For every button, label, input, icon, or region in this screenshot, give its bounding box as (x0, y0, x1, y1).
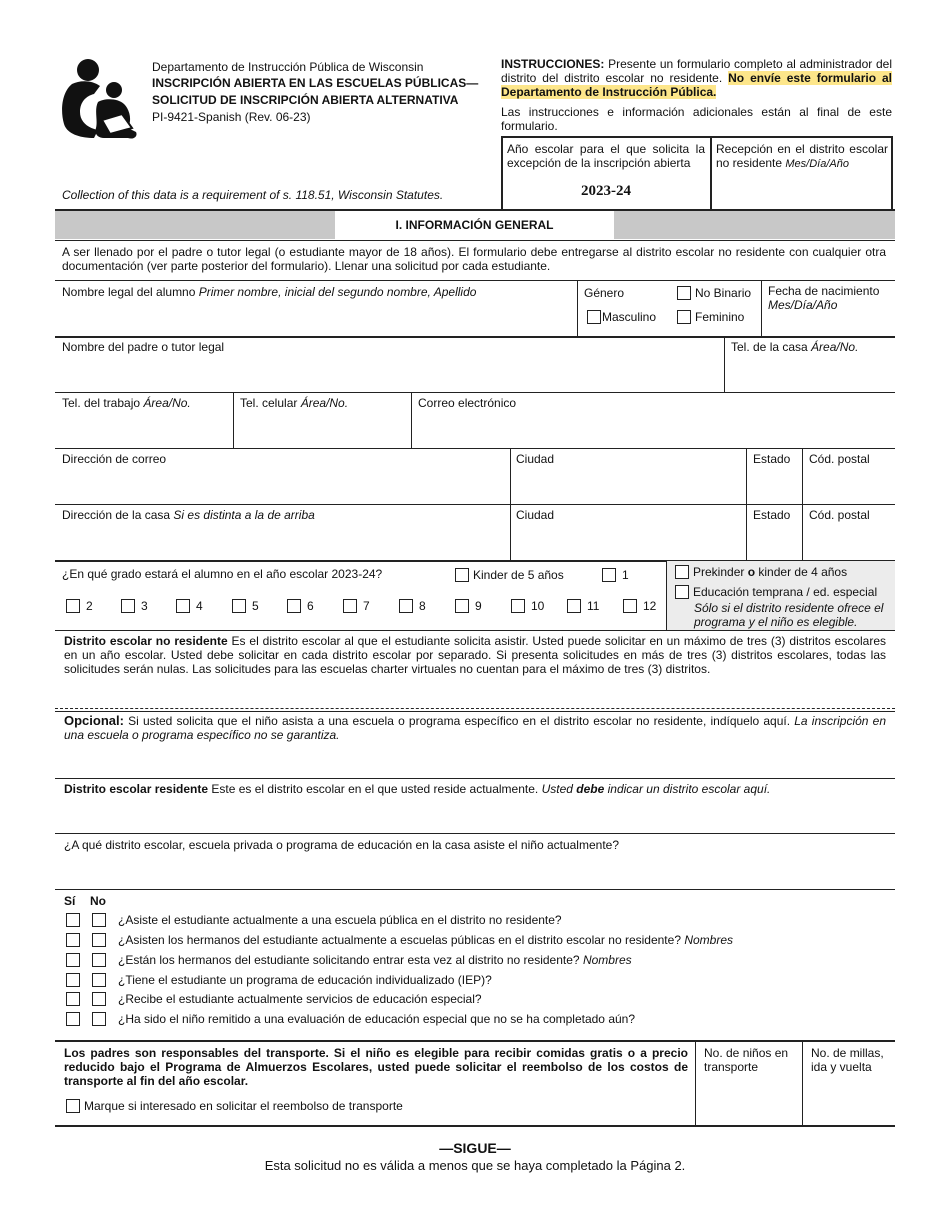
q6-no-checkbox[interactable] (92, 1012, 106, 1026)
transport-check-label: Marque si interesado en solicitar el reembolso de transporte (84, 1099, 403, 1113)
home-address-text: Dirección de la casa (62, 508, 174, 522)
yesno-row-2 (66, 933, 733, 947)
grade-6-label: 6 (307, 599, 314, 613)
nonresident-heading: Distrito escolar no residente (64, 634, 228, 648)
resident-note-a: Usted (541, 782, 577, 796)
q4-no-checkbox[interactable] (92, 973, 106, 987)
optional-school[interactable] (64, 714, 886, 742)
work-phone-format: Área/No. (143, 396, 191, 410)
prek-label-or: o (747, 565, 756, 579)
home-phone-format: Área/No. (811, 340, 859, 354)
grade-question: ¿En qué grado estará el alumno en el año escolar 2023-24? (62, 567, 383, 581)
grade-8-option[interactable] (399, 599, 426, 613)
grade-7-checkbox[interactable] (343, 599, 357, 613)
no-header: No (90, 894, 106, 908)
receipt-label-text: Recepción en el distrito escolar no residente (716, 142, 888, 170)
grade-11-checkbox[interactable] (567, 599, 581, 613)
home-address-note: Si es distinta a la de arriba (173, 508, 315, 522)
dob-format: Mes/Día/Año (768, 298, 838, 312)
transport-notice: Los padres son responsables del transporte. Si el niño es elegible para recibir comidas gratis o a precio reducido bajo el Programa de Almuerzos Escolares, usted puede solicitar el reembolso de los costos de transporte al fin del año escolar. (64, 1046, 688, 1088)
resident-note-must: debe (576, 782, 605, 796)
grade-11-option[interactable] (567, 599, 599, 613)
school-year-value: 2023-24 (581, 183, 631, 199)
grade-6-option[interactable] (287, 599, 314, 613)
student-name-label[interactable] (62, 285, 476, 299)
female-option[interactable] (677, 310, 744, 324)
work-phone-label[interactable] (62, 396, 191, 410)
q3-text: ¿Están los hermanos del estudiante solicitando entrar esta vez al distrito no residente? (118, 953, 583, 967)
section-shade-right (614, 211, 895, 239)
grade-4-option[interactable] (176, 599, 203, 613)
grade-9-option[interactable] (455, 599, 482, 613)
q3-yes-checkbox[interactable] (66, 953, 80, 967)
grade-k5-option[interactable] (455, 568, 564, 582)
yesno-row-3 (66, 953, 632, 967)
nonbinary-checkbox[interactable] (677, 286, 691, 300)
receipt-label-format: Mes/Día/Año (785, 158, 849, 170)
cell-phone-format: Área/No. (300, 396, 349, 410)
grade-2-option[interactable] (66, 599, 93, 613)
q6-yes-checkbox[interactable] (66, 1012, 80, 1026)
home-address-label[interactable] (62, 508, 315, 522)
grade-1-checkbox[interactable] (602, 568, 616, 582)
grade-k5-checkbox[interactable] (455, 568, 469, 582)
q2-text: ¿Asisten los hermanos del estudiante actualmente a escuelas públicas en el distrito escolar no residente? (118, 933, 685, 947)
prek-label-b: kinder de 4 años (755, 565, 848, 579)
parent-name-label[interactable]: Nombre del padre o tutor legal (62, 340, 225, 354)
grade-5-checkbox[interactable] (232, 599, 246, 613)
home-city-label[interactable]: Ciudad (516, 508, 555, 522)
grade-2-checkbox[interactable] (66, 599, 80, 613)
yes-header: Sí (64, 894, 76, 908)
q1-label: ¿Asiste el estudiante actualmente a una escuela pública en el distrito no residente? (118, 913, 562, 927)
resident-heading: Distrito escolar residente (64, 782, 209, 796)
grade-5-label: 5 (252, 599, 259, 613)
yesno-row-6 (66, 1012, 635, 1026)
grade-10-checkbox[interactable] (511, 599, 525, 613)
grade-6-checkbox[interactable] (287, 599, 301, 613)
prek-label-a: Prekinder (693, 565, 748, 579)
q6-label: ¿Ha sido el niño remitido a una evaluación de educación especial que no se ha completado aún? (118, 1012, 636, 1026)
home-phone-text: Tel. de la casa (731, 340, 812, 354)
yesno-row-4 (66, 973, 492, 987)
grade-12-checkbox[interactable] (623, 599, 637, 613)
home-phone-label[interactable] (731, 340, 858, 354)
gender-label: Género (584, 286, 625, 300)
dpi-logo (58, 58, 140, 142)
q5-no-checkbox[interactable] (92, 992, 106, 1006)
section-intro: A ser llenado por el padre o tutor legal (o estudiante mayor de 18 años). El formulario debe entregarse al distrito escolar no residente con cualquier otra documentación (ver parte posterior del formulario). Llenar una solicitud por cada estudiante. (62, 245, 886, 273)
transport-checkbox[interactable] (66, 1099, 80, 1113)
instructions-highlight: No envíe este formulario al Departamento de Instrucción Pública. (501, 71, 892, 99)
q3-no-checkbox[interactable] (92, 953, 106, 967)
grade-8-checkbox[interactable] (399, 599, 413, 613)
q1-no-checkbox[interactable] (92, 913, 106, 927)
instructions (501, 57, 892, 99)
grade-7-option[interactable] (343, 599, 370, 613)
student-name-format: Primer nombre, inicial del segundo nombre, Apellido (198, 285, 477, 299)
grade-3-option[interactable] (121, 599, 148, 613)
q1-yes-checkbox[interactable] (66, 913, 80, 927)
prek-label (693, 565, 847, 579)
grade-12-option[interactable] (623, 599, 656, 613)
work-phone-text: Tel. del trabajo (62, 396, 144, 410)
grade-3-label: 3 (141, 599, 148, 613)
nonbinary-option[interactable] (677, 286, 751, 300)
instructions-text: Presente un formulario completo al administrador del distrito del distrito escolar no residente. (501, 57, 892, 85)
yesno-row-1 (66, 913, 562, 927)
home-state-label[interactable]: Estado (753, 508, 791, 522)
q2-names: Nombres (684, 933, 734, 947)
receipt-label (716, 142, 888, 171)
q5-yes-checkbox[interactable] (66, 992, 80, 1006)
children-count-label[interactable]: No. de niños en transporte (704, 1046, 789, 1074)
form-number: PI-9421-Spanish (Rev. 06-23) (152, 110, 311, 124)
transport-option[interactable] (66, 1099, 403, 1113)
q5-label: ¿Recibe el estudiante actualmente servicios de educación especial? (118, 992, 482, 1006)
grade-1-option[interactable] (602, 568, 629, 582)
q4-label: ¿Tiene el estudiante un programa de educación individualizado (IEP)? (118, 973, 492, 987)
mailing-state-label[interactable]: Estado (753, 452, 791, 466)
q4-yes-checkbox[interactable] (66, 973, 80, 987)
q2-label (118, 933, 733, 947)
q2-yes-checkbox[interactable] (66, 933, 80, 947)
dob-label[interactable]: Fecha de nacimiento (768, 284, 880, 298)
instructions-heading: INSTRUCCIONES: (501, 57, 605, 71)
resident-note-b: indicar un distrito escolar aquí. (604, 782, 771, 796)
early-ed-note: Sólo si el distrito residente ofrece el programa y el niño es elegible. (694, 601, 884, 629)
male-option[interactable] (587, 310, 656, 324)
form-title-line2: SOLICITUD DE INSCRIPCIÓN ABIERTA ALTERNATIVA (152, 93, 459, 107)
grade-k5-label: Kinder de 5 años (473, 568, 564, 582)
mailing-zip-label[interactable]: Cód. postal (809, 452, 870, 466)
section-shade-left (55, 211, 335, 239)
miles-label[interactable]: No. de millas, ida y vuelta (811, 1046, 884, 1074)
form-title-line1: INSCRIPCIÓN ABIERTA EN LAS ESCUELAS PÚBLICAS— (152, 76, 479, 90)
grade-7-label: 7 (363, 599, 370, 613)
resident-district[interactable] (64, 782, 770, 796)
cell-phone-text: Tel. celular (240, 396, 301, 410)
grade-8-label: 8 (419, 599, 426, 613)
nonresident-district[interactable] (64, 634, 886, 676)
optional-note: La inscripción en una escuela o programa específico no se garantiza. (64, 714, 886, 742)
resident-text: Este es el distrito escolar en el que usted reside actualmente. (208, 782, 542, 796)
female-label: Feminino (695, 310, 745, 324)
additional-instructions: Las instrucciones e información adicionales están al final de este formulario. (501, 105, 892, 133)
mailing-address-label[interactable]: Dirección de correo (62, 452, 167, 466)
prek-checkbox[interactable] (675, 565, 689, 579)
grade-9-checkbox[interactable] (455, 599, 469, 613)
early-ed-label: Educación temprana / ed. especial (693, 585, 878, 599)
grade-4-label: 4 (196, 599, 203, 613)
current-school-question[interactable]: ¿A qué distrito escolar, escuela privada o programa de educación en la casa asiste el niño actualmente? (64, 838, 619, 852)
grade-10-label: 10 (531, 599, 545, 613)
email-label[interactable]: Correo electrónico (418, 396, 517, 410)
grade-11-label: 11 (587, 599, 600, 613)
validity-note: Esta solicitud no es válida a menos que se haya completado la Página 2. (264, 1158, 686, 1173)
grade-10-option[interactable] (511, 599, 544, 613)
student-name-text: Nombre legal del alumno (62, 285, 199, 299)
grade-3-checkbox[interactable] (121, 599, 135, 613)
school-year-label: Año escolar para el que solicita la excepción de la inscripción abierta (507, 142, 705, 170)
grade-9-label: 9 (475, 599, 482, 613)
q3-label (118, 953, 632, 967)
grade-2-label: 2 (86, 599, 93, 613)
grade-12-label: 12 (643, 599, 657, 613)
statute-note: Collection of this data is a requirement of s. 118.51, Wisconsin Statutes. (62, 188, 444, 202)
grade-4-checkbox[interactable] (176, 599, 190, 613)
mailing-city-label[interactable]: Ciudad (516, 452, 555, 466)
early-ed-option[interactable] (675, 585, 877, 599)
male-checkbox[interactable] (587, 310, 601, 324)
female-checkbox[interactable] (677, 310, 691, 324)
early-ed-checkbox[interactable] (675, 585, 689, 599)
department-name: Departamento de Instrucción Pública de Wisconsin (152, 60, 424, 74)
prek-option[interactable] (675, 565, 847, 579)
grade-5-option[interactable] (232, 599, 259, 613)
home-zip-label[interactable]: Cód. postal (809, 508, 870, 522)
q3-names: Nombres (582, 953, 632, 967)
section-title: I. INFORMACIÓN GENERAL (395, 218, 554, 232)
q2-no-checkbox[interactable] (92, 933, 106, 947)
optional-heading: Opcional: (64, 713, 124, 728)
optional-text: Si usted solicita que el niño asista a una escuela o programa específico en el distrito escolar no residente, indíquelo aquí. (123, 714, 795, 728)
nonbinary-label: No Binario (695, 286, 752, 300)
cell-phone-label[interactable] (240, 396, 348, 410)
nonresident-text: Es el distrito escolar al que el estudiante solicita asistir. Usted puede solicitar en un máximo de tres (3) distritos escolares en un año escolar. Usted debe solicitar en cada distrito escolar por separado. Si presenta solicitudes en más de tres (3) distritos escolares, todas las solicitudes serán nulas. Las solicitudes para las escuelas charter virtuales no cuentan para el máximo de tres (3) distritos. (64, 634, 886, 676)
yesno-row-5 (66, 992, 482, 1006)
grade-1-label: 1 (622, 568, 629, 582)
continue-marker: —SIGUE— (439, 1140, 511, 1156)
male-label: Masculino (602, 310, 657, 324)
